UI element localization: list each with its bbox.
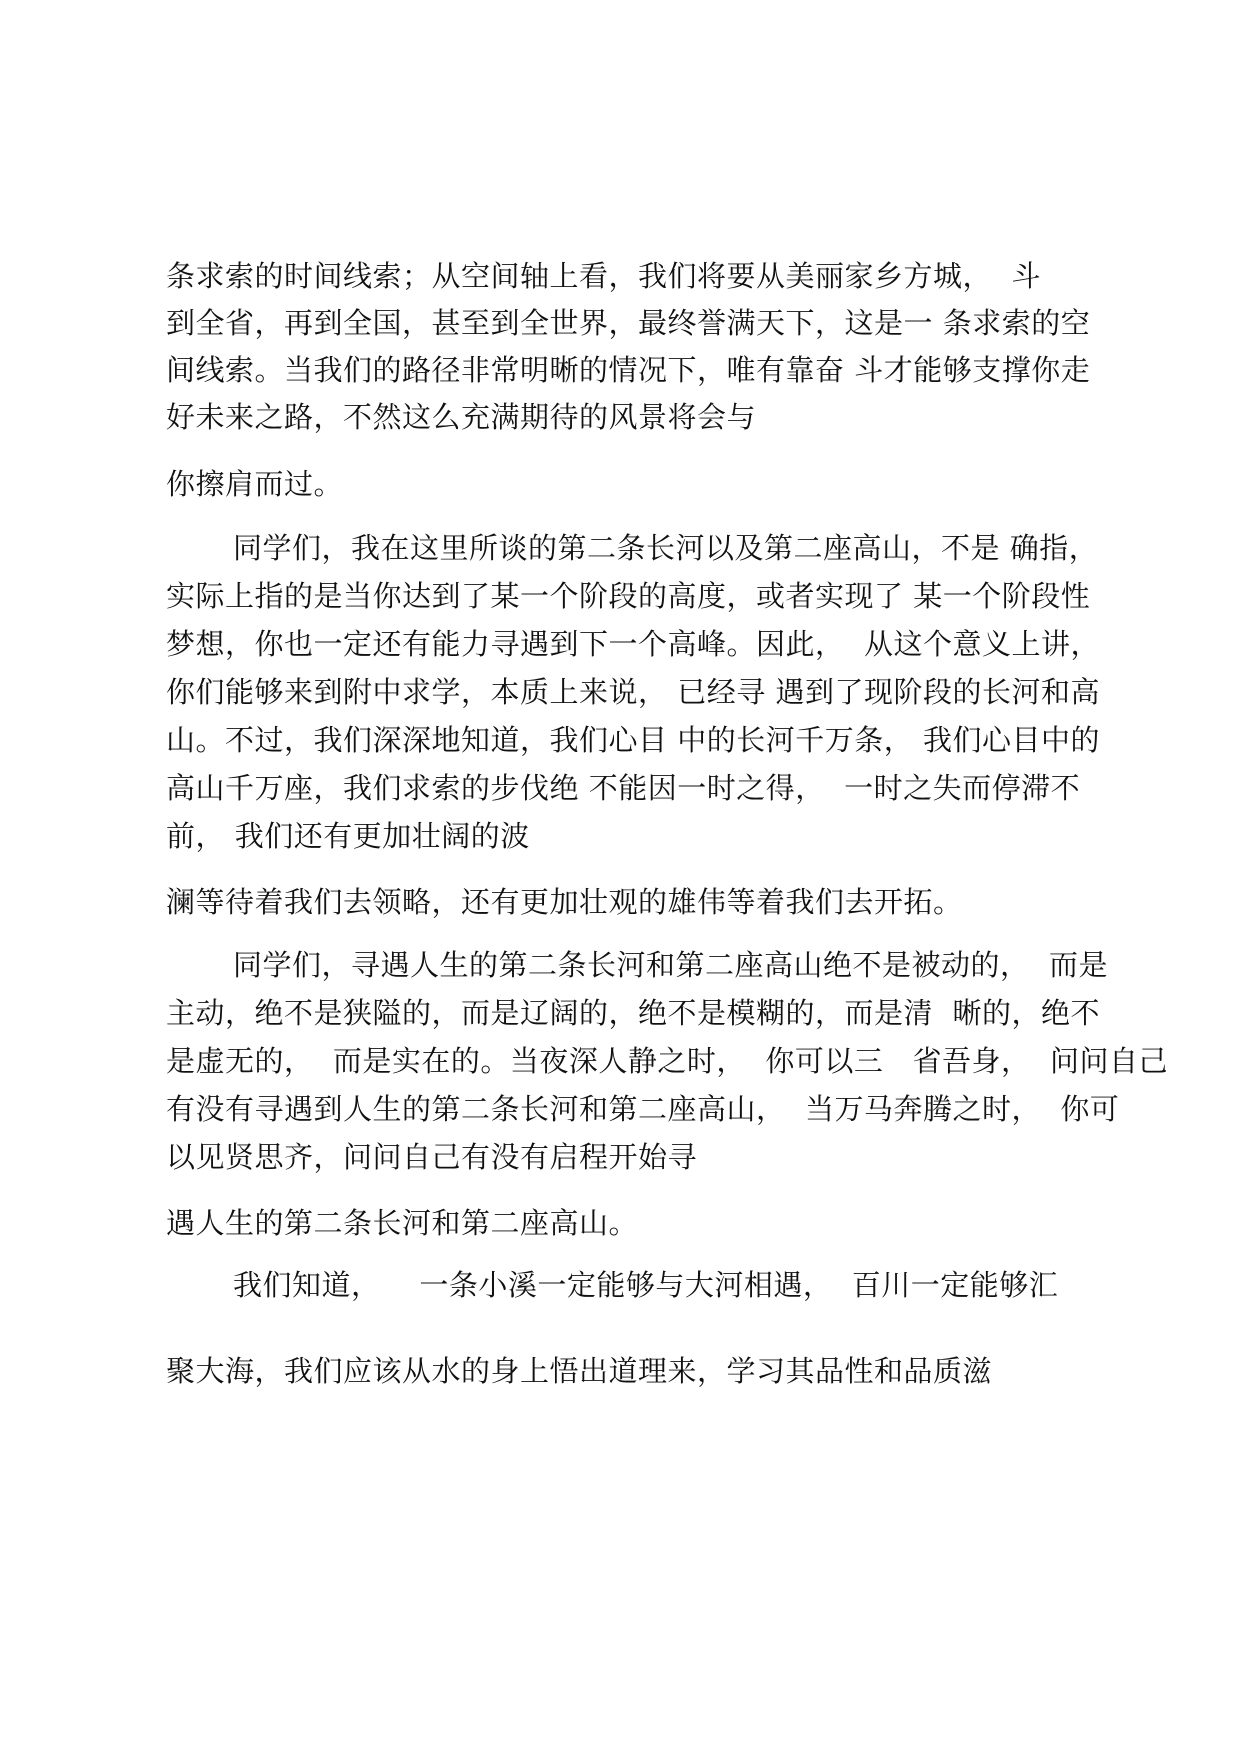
paragraph-line: 澜等待着我们去领略，还有更加壮观的雄伟等着我们去开拓。 (166, 885, 963, 919)
paragraph-line: 你们能够来到附中求学，本质上来说， 已经寻 遇到了现阶段的长河和高 (166, 675, 1100, 709)
paragraph-line: 聚大海，我们应该从水的身上悟出道理来，学习其品性和品质滋 (166, 1354, 993, 1388)
paragraph-line: 条求索的时间线索；从空间轴上看，我们将要从美丽家乡方城， 斗 (166, 259, 1041, 293)
paragraph-line: 梦想，你也一定还有能力寻遇到下一个高峰。因此， 从这个意义上讲， (166, 627, 1100, 661)
paragraph-line: 遇人生的第二条长河和第二座高山。 (166, 1206, 639, 1240)
paragraph-line: 是虚无的， 而是实在的。当夜深人静之时， 你可以三 省吾身， 问问自己 (166, 1044, 1168, 1078)
paragraph-line: 前， 我们还有更加壮阔的波 (166, 819, 530, 853)
paragraph-line: 好未来之路，不然这么充满期待的风景将会与 (166, 400, 757, 434)
paragraph-line: 主动，绝不是狭隘的，而是辽阔的，绝不是模糊的，而是清 晰的，绝不 (166, 996, 1100, 1030)
paragraph-line: 同学们，寻遇人生的第二条长河和第二座高山绝不是被动的， 而是 (233, 948, 1108, 982)
paragraph-line: 到全省，再到全国，甚至到全世界，最终誉满天下，这是一 条求索的空 (166, 306, 1091, 340)
paragraph-line: 高山千万座，我们求索的步伐绝 不能因一时之得， 一时之失而停滞不 (166, 771, 1081, 805)
paragraph-line: 间线索。当我们的路径非常明晰的情况下，唯有靠奋 斗才能够支撑你走 (166, 353, 1091, 387)
paragraph-line: 山。不过，我们深深地知道，我们心目 中的长河千万条， 我们心目中的 (166, 723, 1100, 757)
paragraph-line: 同学们，我在这里所谈的第二条长河以及第二座高山，不是 确指， (233, 531, 1099, 565)
paragraph-line: 你擦肩而过。 (166, 467, 344, 501)
paragraph-line: 实际上指的是当你达到了某一个阶段的高度，或者实现了 某一个阶段性 (166, 579, 1091, 613)
paragraph-line: 我们知道， 一条小溪一定能够与大河相遇， 百川一定能够汇 (233, 1268, 1059, 1302)
paragraph-line: 以见贤思齐，问问自己有没有启程开始寻 (166, 1140, 698, 1174)
paragraph-line: 有没有寻遇到人生的第二条长河和第二座高山， 当万马奔腾之时， 你可 (166, 1092, 1120, 1126)
